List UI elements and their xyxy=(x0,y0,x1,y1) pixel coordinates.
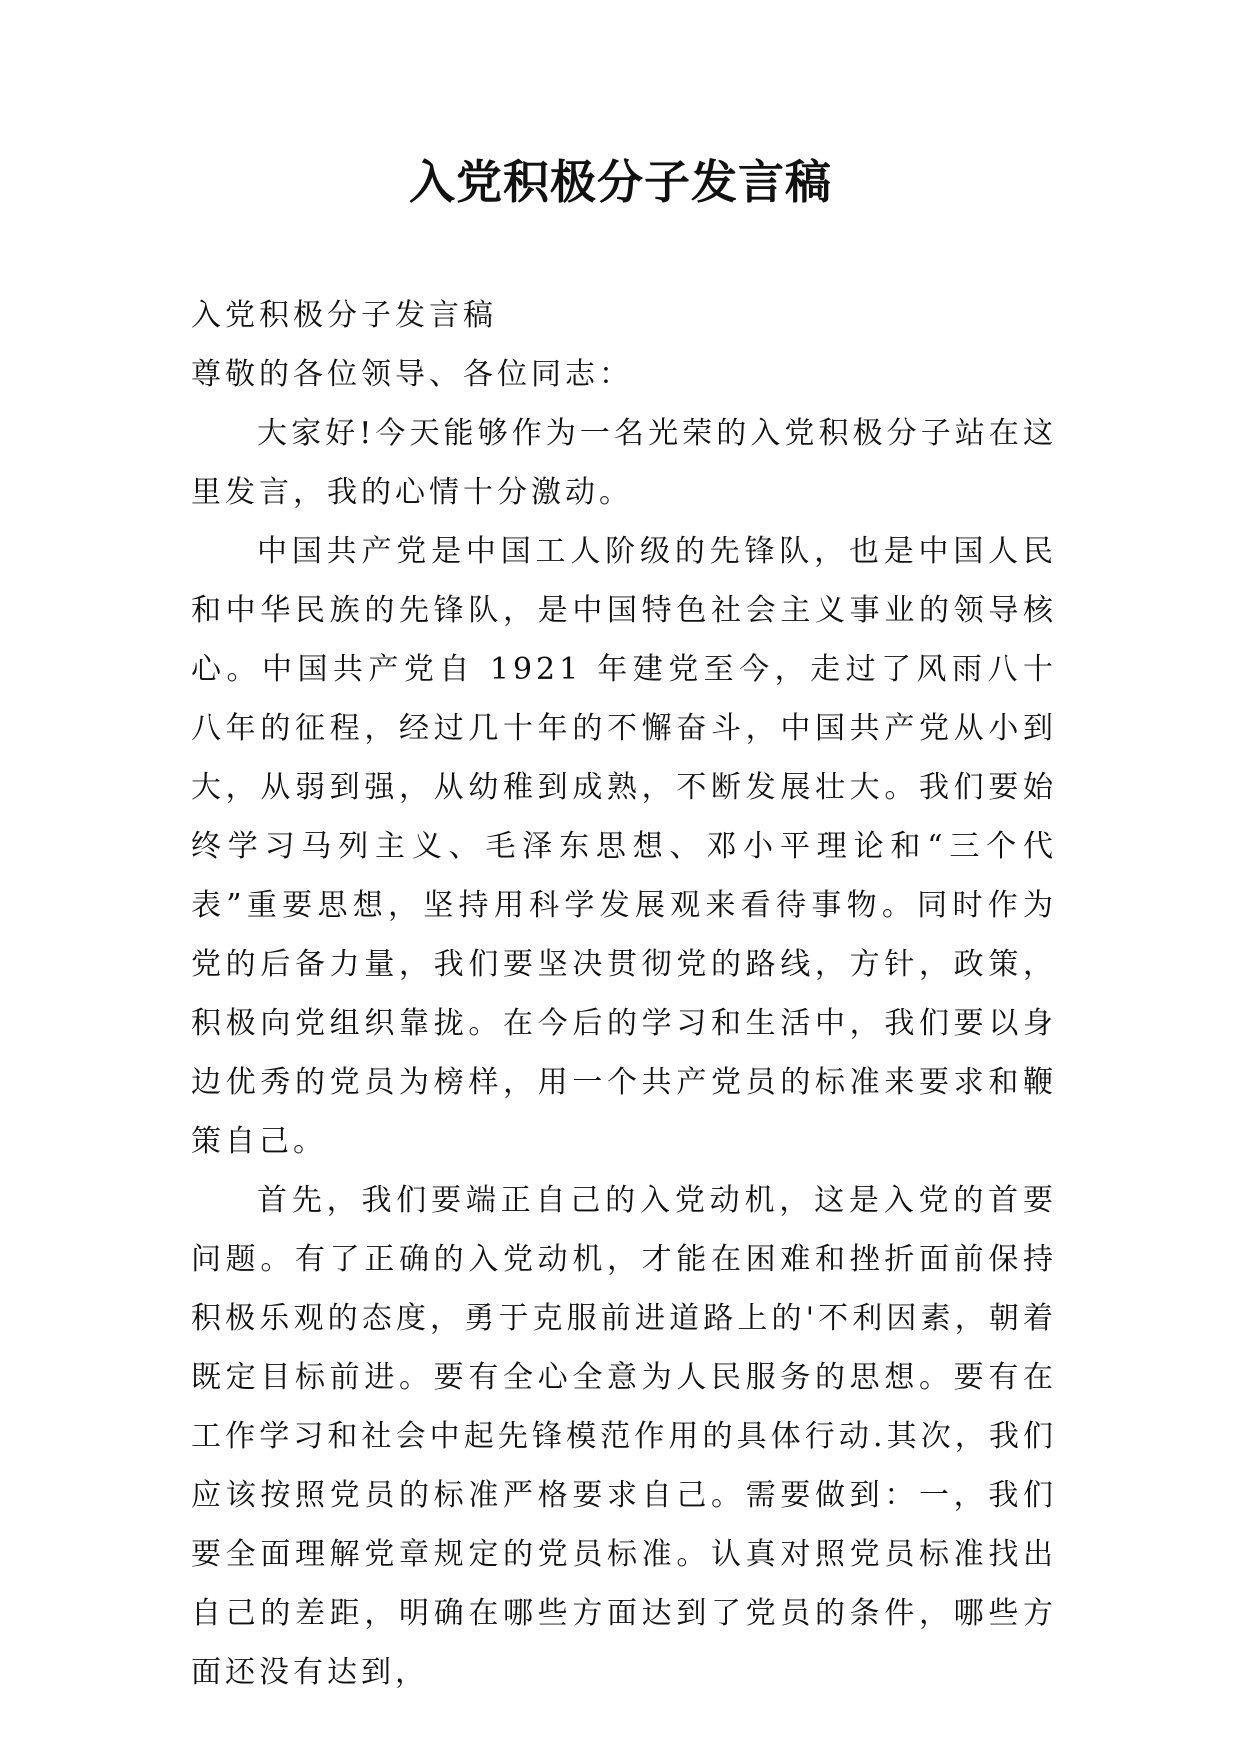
paragraph-heading: 入党积极分子发言稿 xyxy=(191,298,497,333)
paragraph-party-history: 中国共产党是中国工人阶级的先锋队，也是中国人民和中华民族的先锋队，是中国特色社会主义事业的领导核心。中国共产党自 1921 年建党至今，走过了风雨八十八年的征程，经过几十年的不懈奋斗，中国共产党从小到大，从弱到强，从幼稚到成熟，不断发展壮大。我们要始终学习马列主义、毛泽东思想、邓小平理论和“三个代表”重要思想，坚持用科学发展观来看待事物。同时作为党的后备力量，我们要坚决贯彻党的路线，方针，政策，积极向党组织靠拢。在今后的学习和生活中，我们要以身边优秀的党员为榜样，用一个共产党员的标准来要求和鞭策自己。 xyxy=(191,534,1057,1159)
document-title: 入党积极分子发言稿 xyxy=(409,155,832,209)
paragraph-motivation: 首先，我们要端正自己的入党动机，这是入党的首要问题。有了正确的入党动机，才能在困难和挫折面前保持积极乐观的态度，勇于克服前进道路上的'不利因素，朝着既定目标前进。要有全心全意为人民服务的思想。要有在工作学习和社会中起先锋模范作用的具体行动.其次，我们应该按照党员的标准严格要求自己。需要做到：一，我们要全面理解党章规定的党员标准。认真对照党员标准找出自己的差距，明确在哪些方面达到了党员的条件，哪些方面还没有达到， xyxy=(191,1183,1057,1690)
paragraph-salutation: 尊敬的各位领导、各位同志： xyxy=(191,357,633,392)
document-body xyxy=(191,286,1057,1702)
paragraph-greeting: 大家好!今天能够作为一名光荣的入党积极分子站在这里发言，我的心情十分激动。 xyxy=(191,416,1057,510)
